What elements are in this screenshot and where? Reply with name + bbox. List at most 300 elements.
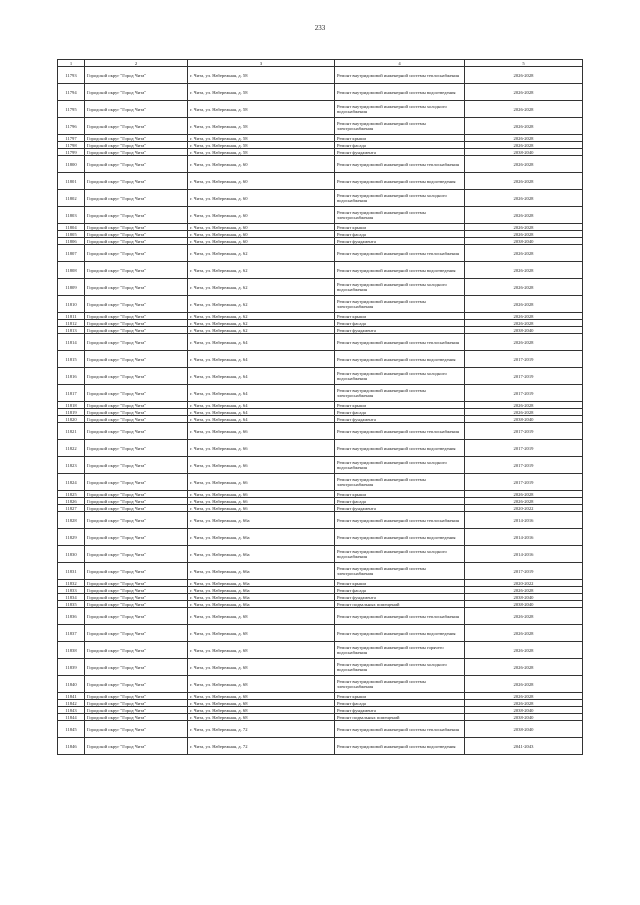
work-type-cell: Ремонт внутридомовой инженерной системы водоотведения (335, 262, 465, 279)
work-type-cell: Ремонт внутридомовой инженерной системы холодного водоснабжения (335, 368, 465, 385)
table-row (58, 224, 583, 231)
work-type-cell: Ремонт внутридомовой инженерной системы холодного водоснабжения (335, 546, 465, 563)
table-row (58, 207, 583, 224)
municipality-cell: Городской округ "Город Чита" (85, 190, 188, 207)
table-row (58, 707, 583, 714)
row-number-cell: 11845 (58, 721, 85, 738)
row-number-cell: 11798 (58, 142, 85, 149)
work-type-cell: Ремонт внутридомовой инженерной системы водоотведения (335, 351, 465, 368)
work-type-cell: Ремонт внутридомовой инженерной системы горячего водоснабжения (335, 642, 465, 659)
address-cell: г. Чита, ул. Набережная, д. 58 (188, 135, 335, 142)
municipality-cell: Городской округ "Город Чита" (85, 409, 188, 416)
row-number-cell: 11806 (58, 238, 85, 245)
municipality-cell: Городской округ "Город Чита" (85, 601, 188, 608)
column-header: 5 (465, 60, 583, 67)
municipality-cell: Городской округ "Город Чита" (85, 368, 188, 385)
address-cell: г. Чита, ул. Набережная, д. 66 (188, 440, 335, 457)
municipality-cell: Городской округ "Город Чита" (85, 173, 188, 190)
work-type-cell: Ремонт внутридомовой инженерной системы водоотведения (335, 738, 465, 755)
table-row (58, 594, 583, 601)
page-number: 233 (314, 24, 326, 32)
table-row (58, 721, 583, 738)
table-row (58, 156, 583, 173)
row-number-cell: 11803 (58, 207, 85, 224)
table-row (58, 231, 583, 238)
table-row (58, 546, 583, 563)
period-cell: 2026-2028 (465, 279, 583, 296)
row-number-cell: 11828 (58, 512, 85, 529)
period-cell: 2017-2019 (465, 440, 583, 457)
row-number-cell: 11796 (58, 118, 85, 135)
address-cell: г. Чита, ул. Набережная, д. 60 (188, 173, 335, 190)
municipality-cell: Городской округ "Город Чита" (85, 351, 188, 368)
work-type-cell: Ремонт крыши (335, 313, 465, 320)
address-cell: г. Чита, ул. Набережная, д. 66 (188, 505, 335, 512)
address-cell: г. Чита, ул. Набережная, д. 68 (188, 625, 335, 642)
municipality-cell: Городской округ "Город Чита" (85, 594, 188, 601)
work-type-cell: Ремонт крыши (335, 693, 465, 700)
address-cell: г. Чита, ул. Набережная, д. 66а (188, 601, 335, 608)
municipality-cell: Городской округ "Город Чита" (85, 262, 188, 279)
municipality-cell: Городской округ "Город Чита" (85, 700, 188, 707)
work-type-cell: Ремонт фасада (335, 320, 465, 327)
period-cell: 2026-2028 (465, 402, 583, 409)
period-cell: 2026-2028 (465, 296, 583, 313)
table-row (58, 84, 583, 101)
period-cell: 2038-2040 (465, 416, 583, 423)
work-type-cell: Ремонт внутридомовой инженерной системы электроснабжения (335, 207, 465, 224)
work-type-cell: Ремонт фундамента (335, 149, 465, 156)
municipality-cell: Городской округ "Город Чита" (85, 118, 188, 135)
work-type-cell: Ремонт внутридомовой инженерной системы теплоснабжения (335, 156, 465, 173)
table-header-row (58, 60, 583, 67)
work-type-cell: Ремонт внутридомовой инженерной системы теплоснабжения (335, 67, 465, 84)
table-row (58, 693, 583, 700)
address-cell: г. Чита, ул. Набережная, д. 62 (188, 313, 335, 320)
table-row (58, 498, 583, 505)
period-cell: 2026-2028 (465, 608, 583, 625)
row-number-cell: 11795 (58, 101, 85, 118)
row-number-cell: 11797 (58, 135, 85, 142)
period-cell: 2026-2028 (465, 676, 583, 693)
table-row (58, 580, 583, 587)
table-row (58, 368, 583, 385)
municipality-cell: Городской округ "Город Чита" (85, 313, 188, 320)
table-row (58, 714, 583, 721)
address-cell: г. Чита, ул. Набережная, д. 68 (188, 693, 335, 700)
row-number-cell: 11807 (58, 245, 85, 262)
row-number-cell: 11799 (58, 149, 85, 156)
work-type-cell: Ремонт фундамента (335, 505, 465, 512)
row-number-cell: 11844 (58, 714, 85, 721)
work-type-cell: Ремонт внутридомовой инженерной системы холодного водоснабжения (335, 101, 465, 118)
municipality-cell: Городской округ "Город Чита" (85, 416, 188, 423)
work-type-cell: Ремонт внутридомовой инженерной системы водоотведения (335, 625, 465, 642)
column-header: 2 (85, 60, 188, 67)
table-row (58, 351, 583, 368)
table-row (58, 67, 583, 84)
period-cell: 2038-2040 (465, 327, 583, 334)
row-number-cell: 11834 (58, 594, 85, 601)
work-type-cell: Ремонт фасада (335, 409, 465, 416)
table-row (58, 676, 583, 693)
period-cell: 2017-2019 (465, 385, 583, 402)
address-cell: г. Чита, ул. Набережная, д. 64 (188, 368, 335, 385)
period-cell: 2026-2028 (465, 142, 583, 149)
column-header: 4 (335, 60, 465, 67)
table-row (58, 118, 583, 135)
period-cell: 2020-2022 (465, 580, 583, 587)
municipality-cell: Городской округ "Город Чита" (85, 625, 188, 642)
row-number-cell: 11820 (58, 416, 85, 423)
table-row (58, 416, 583, 423)
address-cell: г. Чита, ул. Набережная, д. 68 (188, 608, 335, 625)
row-number-cell: 11838 (58, 642, 85, 659)
municipality-cell: Городской округ "Город Чита" (85, 385, 188, 402)
work-type-cell: Ремонт фасада (335, 587, 465, 594)
row-number-cell: 11824 (58, 474, 85, 491)
work-type-cell: Ремонт фасада (335, 498, 465, 505)
municipality-cell: Городской округ "Город Чита" (85, 231, 188, 238)
work-type-cell: Ремонт внутридомовой инженерной системы водоотведения (335, 84, 465, 101)
address-cell: г. Чита, ул. Набережная, д. 62 (188, 245, 335, 262)
period-cell: 2038-2040 (465, 721, 583, 738)
period-cell: 2041-2043 (465, 738, 583, 755)
work-type-cell: Ремонт внутридомовой инженерной системы электроснабжения (335, 296, 465, 313)
row-number-cell: 11805 (58, 231, 85, 238)
address-cell: г. Чита, ул. Набережная, д. 66 (188, 457, 335, 474)
table-row (58, 402, 583, 409)
municipality-cell: Городской округ "Город Чита" (85, 659, 188, 676)
capital-repair-table (57, 59, 583, 755)
work-type-cell: Ремонт фундамента (335, 238, 465, 245)
work-type-cell: Ремонт подвальных помещений (335, 714, 465, 721)
table-row (58, 457, 583, 474)
address-cell: г. Чита, ул. Набережная, д. 68 (188, 707, 335, 714)
period-cell: 2014-2016 (465, 512, 583, 529)
municipality-cell: Городской округ "Город Чита" (85, 608, 188, 625)
address-cell: г. Чита, ул. Набережная, д. 58 (188, 67, 335, 84)
period-cell: 2026-2028 (465, 700, 583, 707)
period-cell: 2014-2016 (465, 529, 583, 546)
municipality-cell: Городской округ "Город Чита" (85, 245, 188, 262)
period-cell: 2026-2028 (465, 135, 583, 142)
period-cell: 2038-2040 (465, 707, 583, 714)
table-row (58, 474, 583, 491)
period-cell: 2038-2040 (465, 601, 583, 608)
municipality-cell: Городской округ "Город Чита" (85, 546, 188, 563)
table-row (58, 334, 583, 351)
address-cell: г. Чита, ул. Набережная, д. 62 (188, 320, 335, 327)
address-cell: г. Чита, ул. Набережная, д. 62 (188, 279, 335, 296)
address-cell: г. Чита, ул. Набережная, д. 60 (188, 238, 335, 245)
address-cell: г. Чита, ул. Набережная, д. 58 (188, 149, 335, 156)
period-cell: 2026-2028 (465, 84, 583, 101)
row-number-cell: 11833 (58, 587, 85, 594)
row-number-cell: 11846 (58, 738, 85, 755)
table-row (58, 313, 583, 320)
municipality-cell: Городской округ "Город Чита" (85, 474, 188, 491)
address-cell: г. Чита, ул. Набережная, д. 68 (188, 642, 335, 659)
row-number-cell: 11818 (58, 402, 85, 409)
municipality-cell: Городской округ "Город Чита" (85, 402, 188, 409)
row-number-cell: 11835 (58, 601, 85, 608)
table-row (58, 505, 583, 512)
address-cell: г. Чита, ул. Набережная, д. 60 (188, 156, 335, 173)
row-number-cell: 11830 (58, 546, 85, 563)
address-cell: г. Чита, ул. Набережная, д. 60 (188, 207, 335, 224)
row-number-cell: 11809 (58, 279, 85, 296)
municipality-cell: Городской округ "Город Чита" (85, 721, 188, 738)
municipality-cell: Городской округ "Город Чита" (85, 498, 188, 505)
work-type-cell: Ремонт внутридомовой инженерной системы холодного водоснабжения (335, 457, 465, 474)
municipality-cell: Городской округ "Город Чита" (85, 238, 188, 245)
period-cell: 2026-2028 (465, 101, 583, 118)
table-row (58, 190, 583, 207)
address-cell: г. Чита, ул. Набережная, д. 64 (188, 402, 335, 409)
row-number-cell: 11816 (58, 368, 85, 385)
work-type-cell: Ремонт фундамента (335, 707, 465, 714)
municipality-cell: Городской округ "Город Чита" (85, 207, 188, 224)
address-cell: г. Чита, ул. Набережная, д. 66а (188, 594, 335, 601)
row-number-cell: 11823 (58, 457, 85, 474)
table-row (58, 173, 583, 190)
address-cell: г. Чита, ул. Набережная, д. 68 (188, 676, 335, 693)
municipality-cell: Городской округ "Город Чита" (85, 84, 188, 101)
municipality-cell: Городской округ "Город Чита" (85, 440, 188, 457)
address-cell: г. Чита, ул. Набережная, д. 66 (188, 474, 335, 491)
municipality-cell: Городской округ "Город Чита" (85, 491, 188, 498)
table-row (58, 327, 583, 334)
table-row (58, 409, 583, 416)
work-type-cell: Ремонт внутридомовой инженерной системы водоотведения (335, 529, 465, 546)
row-number-cell: 11800 (58, 156, 85, 173)
table-row (58, 385, 583, 402)
address-cell: г. Чита, ул. Набережная, д. 64 (188, 385, 335, 402)
address-cell: г. Чита, ул. Набережная, д. 72 (188, 721, 335, 738)
period-cell: 2026-2028 (465, 693, 583, 700)
row-number-cell: 11839 (58, 659, 85, 676)
work-type-cell: Ремонт внутридомовой инженерной системы теплоснабжения (335, 423, 465, 440)
period-cell: 2038-2040 (465, 594, 583, 601)
address-cell: г. Чита, ул. Набережная, д. 60 (188, 190, 335, 207)
table-row (58, 491, 583, 498)
address-cell: г. Чита, ул. Набережная, д. 58 (188, 142, 335, 149)
address-cell: г. Чита, ул. Набережная, д. 64 (188, 351, 335, 368)
address-cell: г. Чита, ул. Набережная, д. 64 (188, 409, 335, 416)
municipality-cell: Городской округ "Город Чита" (85, 505, 188, 512)
table-row (58, 440, 583, 457)
municipality-cell: Городской округ "Город Чита" (85, 587, 188, 594)
municipality-cell: Городской округ "Город Чита" (85, 714, 188, 721)
address-cell: г. Чита, ул. Набережная, д. 72 (188, 738, 335, 755)
table-row (58, 279, 583, 296)
table-row (58, 659, 583, 676)
work-type-cell: Ремонт внутридомовой инженерной системы электроснабжения (335, 118, 465, 135)
table-row (58, 601, 583, 608)
address-cell: г. Чита, ул. Набережная, д. 66 (188, 498, 335, 505)
row-number-cell: 11822 (58, 440, 85, 457)
period-cell: 2026-2028 (465, 334, 583, 351)
period-cell: 2017-2019 (465, 351, 583, 368)
work-type-cell: Ремонт внутридомовой инженерной системы электроснабжения (335, 385, 465, 402)
address-cell: г. Чита, ул. Набережная, д. 66а (188, 546, 335, 563)
period-cell: 2026-2028 (465, 190, 583, 207)
period-cell: 2026-2028 (465, 498, 583, 505)
period-cell: 2017-2019 (465, 474, 583, 491)
municipality-cell: Городской округ "Город Чита" (85, 142, 188, 149)
municipality-cell: Городской округ "Город Чита" (85, 67, 188, 84)
address-cell: г. Чита, ул. Набережная, д. 66а (188, 587, 335, 594)
municipality-cell: Городской округ "Город Чита" (85, 135, 188, 142)
municipality-cell: Городской округ "Город Чита" (85, 457, 188, 474)
table-row (58, 563, 583, 580)
work-type-cell: Ремонт внутридомовой инженерной системы теплоснабжения (335, 608, 465, 625)
period-cell: 2014-2016 (465, 546, 583, 563)
work-type-cell: Ремонт фасада (335, 142, 465, 149)
row-number-cell: 11829 (58, 529, 85, 546)
work-type-cell: Ремонт внутридомовой инженерной системы электроснабжения (335, 676, 465, 693)
row-number-cell: 11826 (58, 498, 85, 505)
table-row (58, 101, 583, 118)
row-number-cell: 11840 (58, 676, 85, 693)
row-number-cell: 11804 (58, 224, 85, 231)
table-body (58, 67, 583, 755)
period-cell: 2038-2040 (465, 238, 583, 245)
address-cell: г. Чита, ул. Набережная, д. 64 (188, 334, 335, 351)
row-number-cell: 11841 (58, 693, 85, 700)
period-cell: 2026-2028 (465, 313, 583, 320)
row-number-cell: 11827 (58, 505, 85, 512)
column-header: 1 (58, 60, 85, 67)
work-type-cell: Ремонт внутридомовой инженерной системы водоотведения (335, 440, 465, 457)
table-row (58, 135, 583, 142)
row-number-cell: 11793 (58, 67, 85, 84)
table-row (58, 320, 583, 327)
address-cell: г. Чита, ул. Набережная, д. 60 (188, 231, 335, 238)
municipality-cell: Городской округ "Город Чита" (85, 693, 188, 700)
municipality-cell: Городской округ "Город Чита" (85, 320, 188, 327)
period-cell: 2026-2028 (465, 587, 583, 594)
municipality-cell: Городской округ "Город Чита" (85, 327, 188, 334)
work-type-cell: Ремонт фасада (335, 700, 465, 707)
table-row (58, 296, 583, 313)
municipality-cell: Городской округ "Город Чита" (85, 156, 188, 173)
work-type-cell: Ремонт внутридомовой инженерной системы холодного водоснабжения (335, 659, 465, 676)
work-type-cell: Ремонт внутридомовой инженерной системы теплоснабжения (335, 721, 465, 738)
work-type-cell: Ремонт крыши (335, 580, 465, 587)
address-cell: г. Чита, ул. Набережная, д. 66 (188, 491, 335, 498)
municipality-cell: Городской округ "Город Чита" (85, 529, 188, 546)
table-row (58, 238, 583, 245)
period-cell: 2026-2028 (465, 320, 583, 327)
work-type-cell: Ремонт внутридомовой инженерной системы электроснабжения (335, 563, 465, 580)
row-number-cell: 11832 (58, 580, 85, 587)
table-row (58, 608, 583, 625)
work-type-cell: Ремонт фундамента (335, 416, 465, 423)
period-cell: 2026-2028 (465, 173, 583, 190)
period-cell: 2026-2028 (465, 262, 583, 279)
row-number-cell: 11837 (58, 625, 85, 642)
period-cell: 2017-2019 (465, 563, 583, 580)
address-cell: г. Чита, ул. Набережная, д. 62 (188, 296, 335, 313)
municipality-cell: Городской округ "Город Чита" (85, 563, 188, 580)
address-cell: г. Чита, ул. Набережная, д. 68 (188, 659, 335, 676)
work-type-cell: Ремонт внутридомовой инженерной системы теплоснабжения (335, 334, 465, 351)
period-cell: 2026-2028 (465, 156, 583, 173)
work-type-cell: Ремонт фасада (335, 231, 465, 238)
address-cell: г. Чита, ул. Набережная, д. 58 (188, 118, 335, 135)
row-number-cell: 11831 (58, 563, 85, 580)
municipality-cell: Городской округ "Город Чита" (85, 334, 188, 351)
row-number-cell: 11836 (58, 608, 85, 625)
municipality-cell: Городской округ "Город Чита" (85, 642, 188, 659)
municipality-cell: Городской округ "Город Чита" (85, 512, 188, 529)
period-cell: 2026-2028 (465, 642, 583, 659)
address-cell: г. Чита, ул. Набережная, д. 66а (188, 563, 335, 580)
municipality-cell: Городской округ "Город Чита" (85, 423, 188, 440)
municipality-cell: Городской округ "Город Чита" (85, 101, 188, 118)
municipality-cell: Городской округ "Город Чита" (85, 738, 188, 755)
period-cell: 2026-2028 (465, 231, 583, 238)
municipality-cell: Городской округ "Город Чита" (85, 707, 188, 714)
municipality-cell: Городской округ "Город Чита" (85, 279, 188, 296)
table-row (58, 262, 583, 279)
row-number-cell: 11842 (58, 700, 85, 707)
work-type-cell: Ремонт фундамента (335, 594, 465, 601)
row-number-cell: 11794 (58, 84, 85, 101)
period-cell: 2026-2028 (465, 625, 583, 642)
period-cell: 2017-2019 (465, 423, 583, 440)
row-number-cell: 11817 (58, 385, 85, 402)
period-cell: 2026-2028 (465, 224, 583, 231)
row-number-cell: 11843 (58, 707, 85, 714)
table-row (58, 700, 583, 707)
work-type-cell: Ремонт крыши (335, 402, 465, 409)
row-number-cell: 11808 (58, 262, 85, 279)
municipality-cell: Городской округ "Город Чита" (85, 224, 188, 231)
work-type-cell: Ремонт крыши (335, 491, 465, 498)
row-number-cell: 11819 (58, 409, 85, 416)
table-row (58, 142, 583, 149)
address-cell: г. Чита, ул. Набережная, д. 66а (188, 580, 335, 587)
address-cell: г. Чита, ул. Набережная, д. 62 (188, 327, 335, 334)
period-cell: 2026-2028 (465, 245, 583, 262)
period-cell: 2026-2028 (465, 207, 583, 224)
row-number-cell: 11811 (58, 313, 85, 320)
row-number-cell: 11814 (58, 334, 85, 351)
work-type-cell: Ремонт внутридомовой инженерной системы холодного водоснабжения (335, 279, 465, 296)
period-cell: 2026-2028 (465, 491, 583, 498)
period-cell: 2038-2040 (465, 149, 583, 156)
work-type-cell: Ремонт подвальных помещений (335, 601, 465, 608)
work-type-cell: Ремонт внутридомовой инженерной системы теплоснабжения (335, 512, 465, 529)
work-type-cell: Ремонт внутридомовой инженерной системы электроснабжения (335, 474, 465, 491)
row-number-cell: 11810 (58, 296, 85, 313)
address-cell: г. Чита, ул. Набережная, д. 58 (188, 101, 335, 118)
period-cell: 2017-2019 (465, 368, 583, 385)
work-type-cell: Ремонт внутридомовой инженерной системы холодного водоснабжения (335, 190, 465, 207)
period-cell: 2026-2028 (465, 409, 583, 416)
table-row (58, 738, 583, 755)
table-row (58, 423, 583, 440)
table-row (58, 245, 583, 262)
work-type-cell: Ремонт крыши (335, 135, 465, 142)
period-cell: 2026-2028 (465, 659, 583, 676)
address-cell: г. Чита, ул. Набережная, д. 68 (188, 700, 335, 707)
address-cell: г. Чита, ул. Набережная, д. 68 (188, 714, 335, 721)
table-row (58, 587, 583, 594)
